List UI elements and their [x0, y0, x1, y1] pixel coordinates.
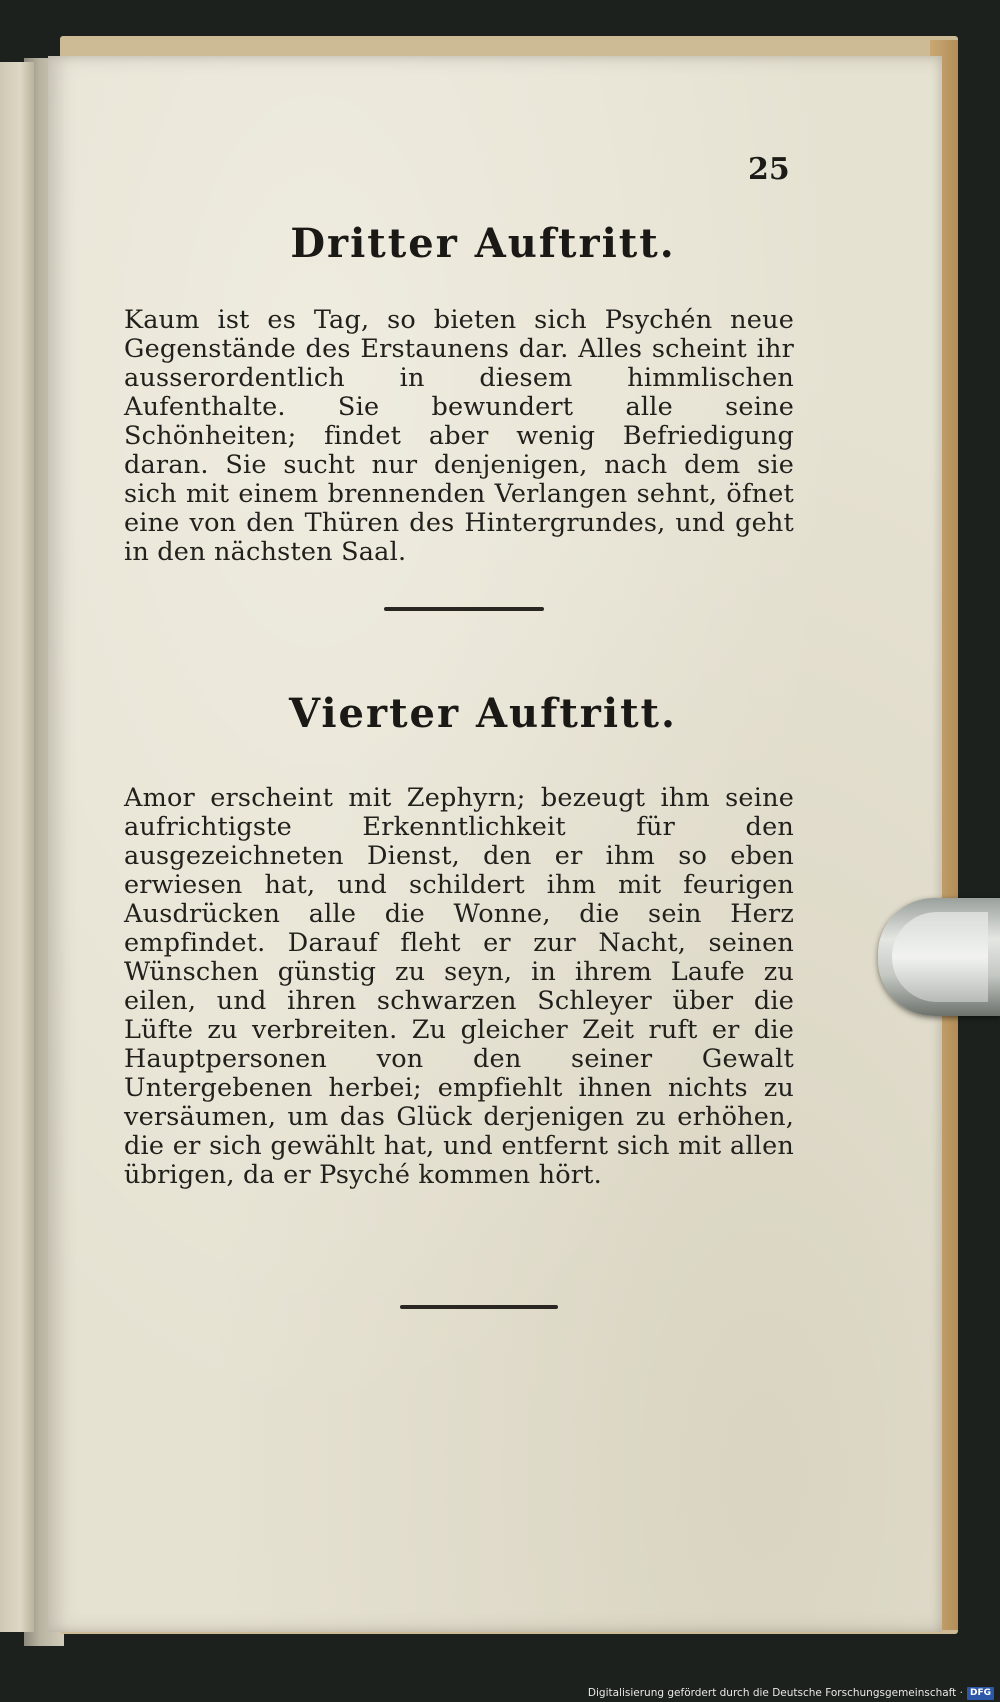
left-page: [0, 62, 34, 1632]
section-heading-vierter: Vierter Auftritt.: [289, 690, 677, 737]
section-text-vierter: Amor erscheint mit Zephyrn; bezeugt ihm seine aufrichtigste Erkenntlichkeit für den ausgezeichneten Dienst, den er ihm so eben erwiesen hat, und schildert ihm mit feurigen Ausdrücken alle die Wonne, die sein Herz empfindet. Darauf fleht er zur Nacht, seinen Wünschen günstig zu seyn, in ihrem Laufe zu eilen, und ihren schwarzen Schleyer über die Lüfte zu verbreiten. Zu gleicher Zeit ruft er die Hauptpersonen von den seiner Gewalt Untergebenen herbei; empfiehlt ihnen nichts zu versäumen, um das Glück derjenigen zu erhöhen, die er sich gewählt hat, und entfernt sich mit allen übrigen, da er Psyché kommen hört.: [124, 783, 794, 1190]
page-number: 25: [748, 152, 790, 187]
section-text-dritter: Kaum ist es Tag, so bieten sich Psychén neue Gegenstände des Erstaunens dar. Alles scheint ihr ausserordentlich in diesem himmlischen Aufenthalte. Sie bewundert alle seine Schönheiten; findet aber wenig Befriedigung daran. Sie sucht nur denjenigen, nach dem sie sich mit einem brennenden Verlangen sehnt, öfnet eine von den Thüren des Hintergrundes, und geht in den nächsten Saal.: [124, 305, 794, 567]
section-heading-dritter: Dritter Auftritt.: [290, 220, 676, 267]
digitization-footer: [588, 1686, 994, 1700]
dfg-logo: DFG: [967, 1687, 994, 1700]
section-divider: [400, 1305, 558, 1309]
section-divider: [384, 607, 544, 611]
page-clip-inner: [892, 912, 988, 1002]
footer-credit: Digitalisierung gefördert durch die Deutsche Forschungsgemeinschaft ·: [587, 1687, 963, 1699]
page-clip: [878, 898, 1000, 1016]
